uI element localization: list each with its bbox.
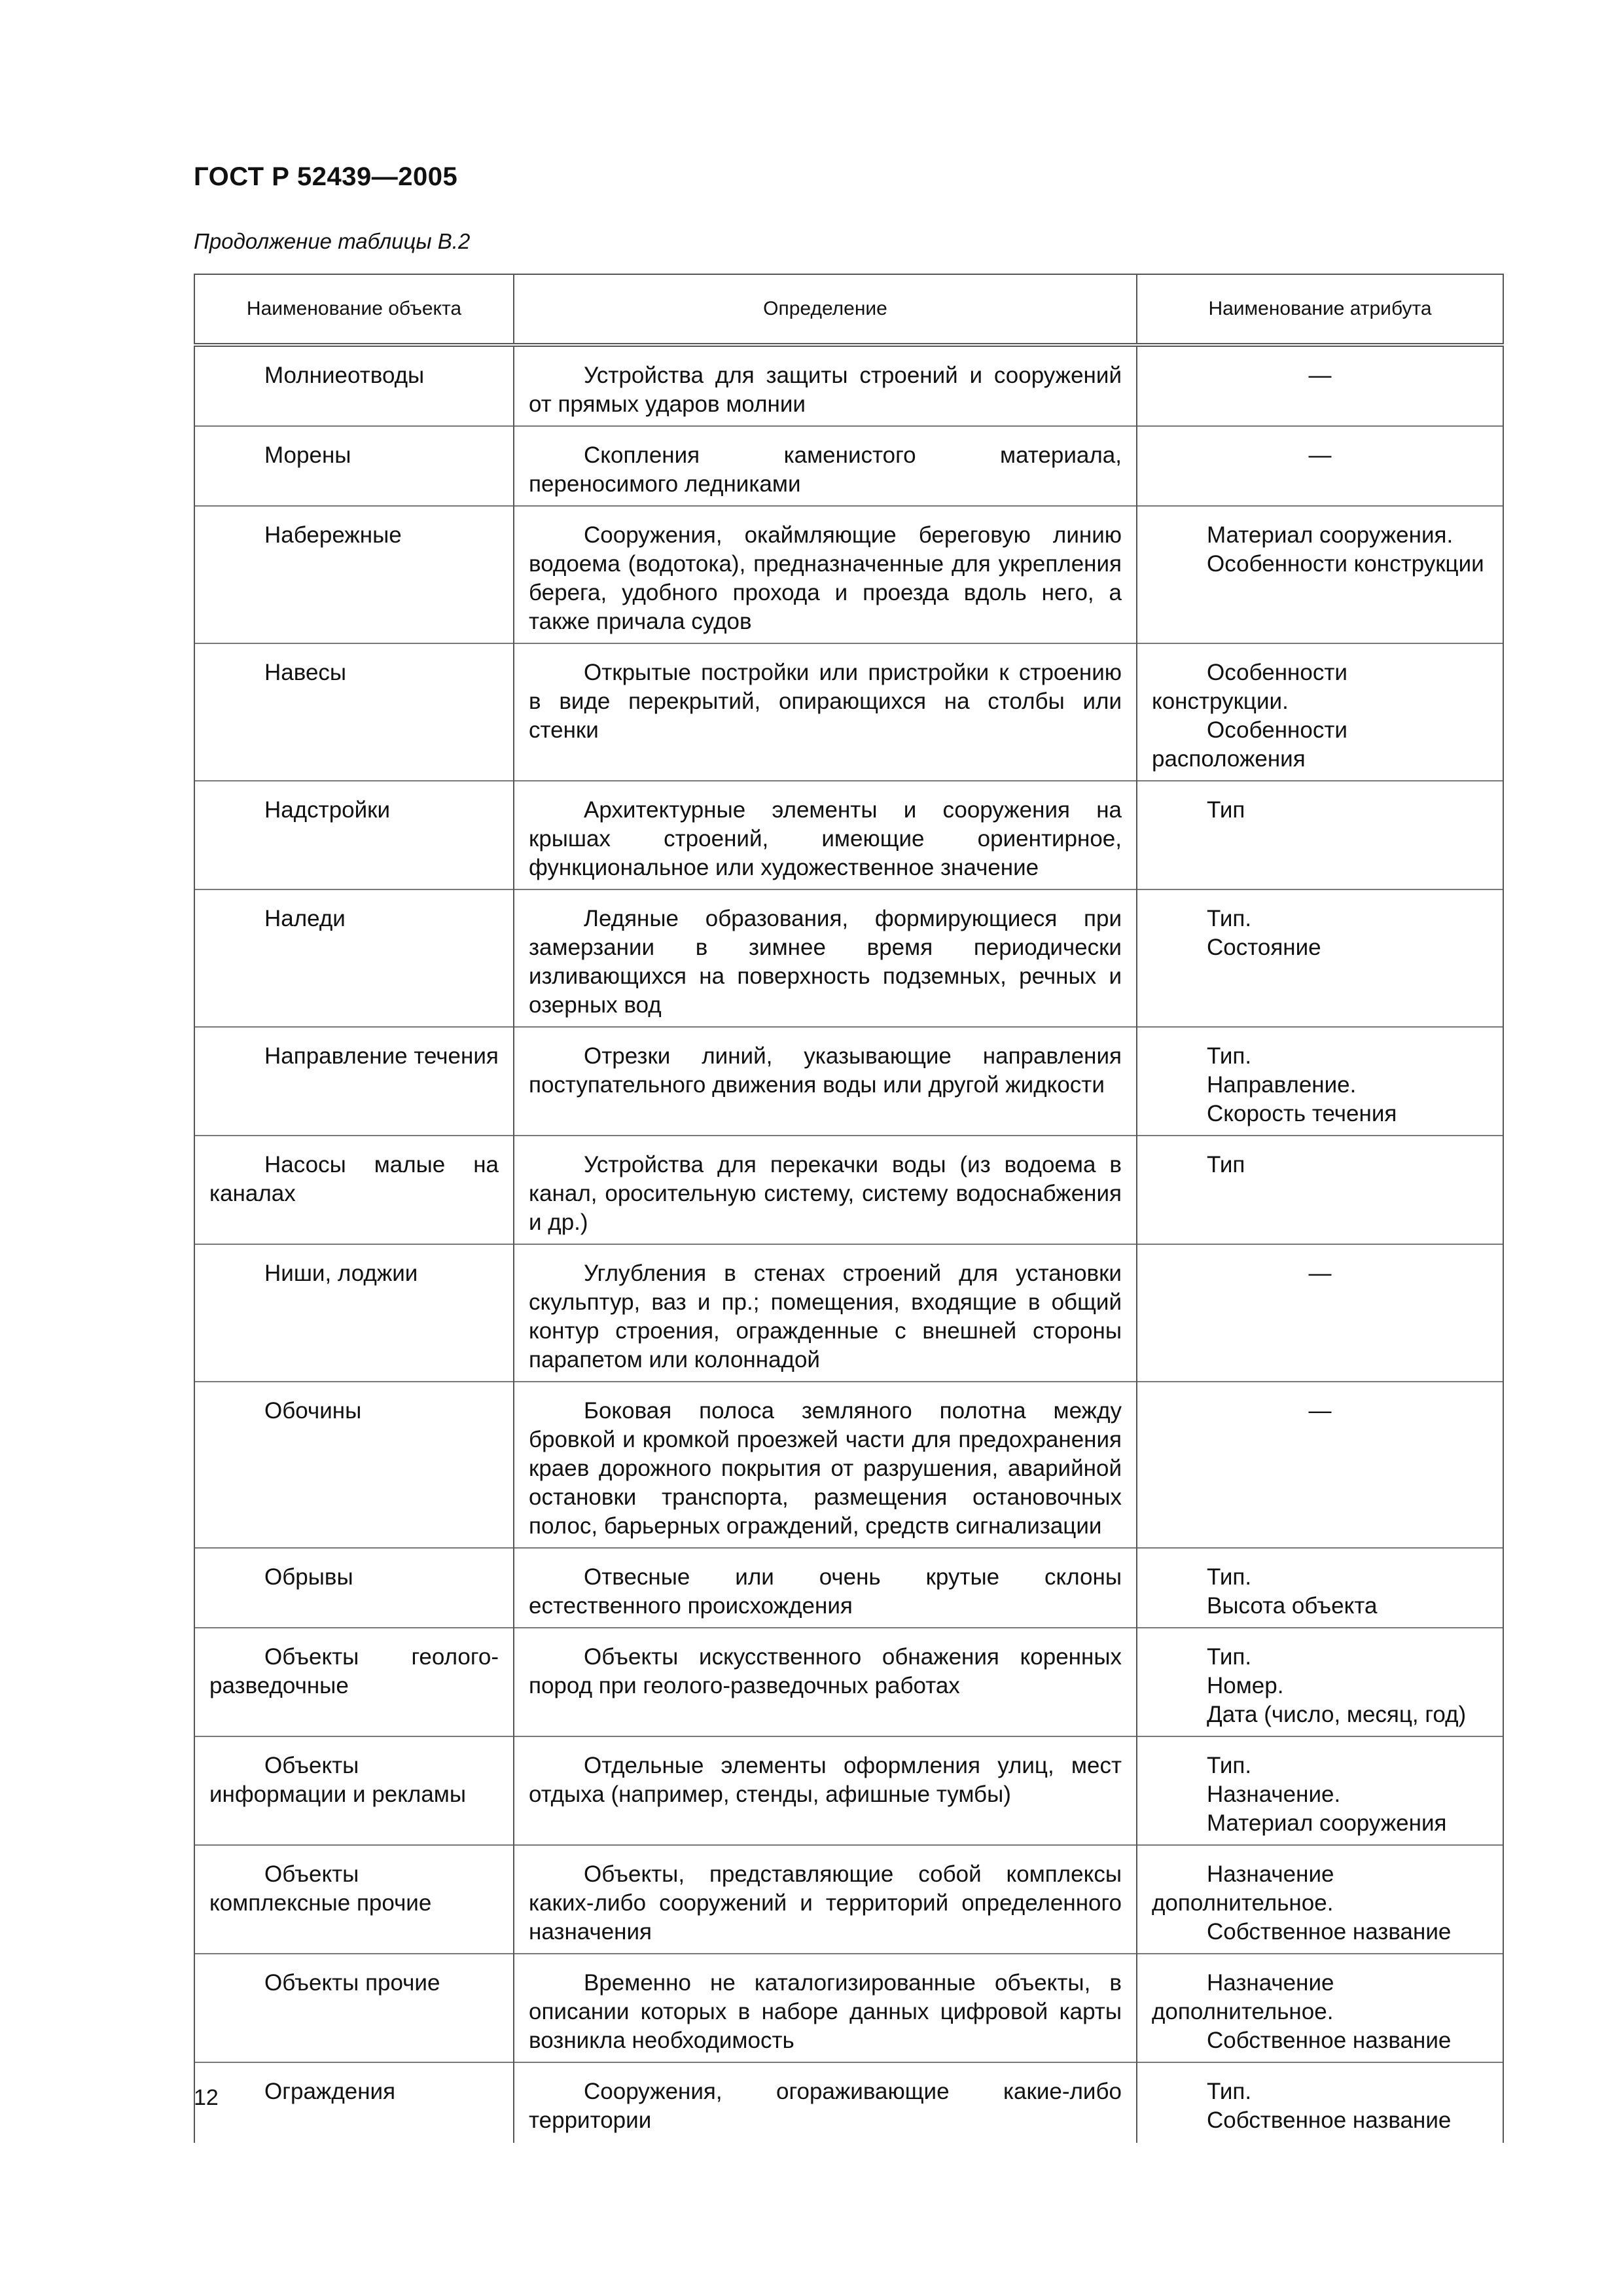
column-header-object-name: Наименование объекта xyxy=(194,274,514,345)
table-row xyxy=(194,1136,1503,1244)
cell-object-name: Обрывы xyxy=(194,1548,514,1628)
attribute-item: Тип. xyxy=(1207,1564,1252,1590)
cell-definition: Объекты искусственного обнажения коренных пород при геолого-разведочных работах xyxy=(514,1628,1137,1736)
cell-definition: Объекты, представляющие собой комплексы каких-либо сооружений и территорий определенного назначения xyxy=(514,1845,1137,1954)
cell-object-name: Обочины xyxy=(194,1382,514,1548)
cell-attributes xyxy=(1137,1027,1503,1136)
attribute-item: Собственное название xyxy=(1207,2028,1452,2053)
attribute-item: Тип. xyxy=(1207,906,1252,931)
attribute-item: Собственное название xyxy=(1207,1919,1452,1945)
attribute-item: Назначение дополнительное. xyxy=(1152,1970,1334,2024)
cell-definition: Скопления каменистого материала, переносимого ледниками xyxy=(514,426,1137,506)
cell-definition: Углубления в стенах строений для установки скульптур, ваз и пр.; помещения, входящие в общий контур строения, огражденные с внешней стороны парапетом или колоннадой xyxy=(514,1244,1137,1382)
column-header-definition: Определение xyxy=(514,274,1137,345)
attribute-item: Тип xyxy=(1207,797,1245,823)
cell-object-name: Ограждения xyxy=(194,2062,514,2143)
attribute-item: Тип. xyxy=(1207,2079,1252,2104)
cell-attributes xyxy=(1137,889,1503,1027)
attribute-item: Тип. xyxy=(1207,1043,1252,1069)
attribute-item: Высота объекта xyxy=(1207,1593,1378,1619)
cell-object-name: Молниеотводы xyxy=(194,345,514,426)
cell-attributes xyxy=(1137,1382,1503,1548)
attribute-item: Особенности расположения xyxy=(1152,717,1347,772)
cell-object-name: Объекты прочие xyxy=(194,1954,514,2062)
table-row xyxy=(194,1628,1503,1736)
attribute-item: Дата (число, месяц, год) xyxy=(1207,1702,1467,1727)
table-row xyxy=(194,781,1503,889)
cell-object-name: Надстройки xyxy=(194,781,514,889)
cell-definition: Архитектурные элементы и сооружения на крышах строений, имеющие ориентирное, функциональное или художественное значение xyxy=(514,781,1137,889)
attribute-item: — xyxy=(1308,442,1332,468)
objects-table xyxy=(194,274,1504,2143)
cell-definition: Открытые постройки или пристройки к строению в виде перекрытий, опирающихся на столбы или стенки xyxy=(514,643,1137,781)
cell-definition: Сооружения, окаймляющие береговую линию водоема (водотока), предназначенные для укрепления берега, удобного прохода и проезда вдоль него, а также причала судов xyxy=(514,506,1137,643)
table-row xyxy=(194,506,1503,643)
cell-attributes xyxy=(1137,1548,1503,1628)
cell-definition: Сооружения, огораживающие какие-либо территории xyxy=(514,2062,1137,2143)
attribute-item: Тип xyxy=(1207,1152,1245,1177)
cell-attributes xyxy=(1137,345,1503,426)
cell-attributes xyxy=(1137,426,1503,506)
cell-object-name: Навесы xyxy=(194,643,514,781)
table-row xyxy=(194,1382,1503,1548)
table-row xyxy=(194,1954,1503,2062)
table-row xyxy=(194,426,1503,506)
attribute-item: Номер. xyxy=(1207,1673,1284,1698)
attribute-item: Назначение. xyxy=(1207,1782,1341,1807)
attribute-item: Направление. xyxy=(1207,1072,1357,1098)
attribute-item: Тип. xyxy=(1207,1644,1252,1670)
cell-definition: Устройства для перекачки воды (из водоема в канал, оросительную систему, систему водоснабжения и др.) xyxy=(514,1136,1137,1244)
page-number: 12 xyxy=(194,2085,219,2110)
cell-attributes xyxy=(1137,1736,1503,1845)
table-row xyxy=(194,1845,1503,1954)
attribute-item: Особенности конструкции xyxy=(1207,551,1484,577)
cell-attributes xyxy=(1137,1845,1503,1954)
cell-attributes xyxy=(1137,1954,1503,2062)
cell-definition: Ледяные образования, формирующиеся при замерзании в зимнее время периодически изливающихся на поверхность подземных, речных и озерных вод xyxy=(514,889,1137,1027)
cell-definition: Отвесные или очень крутые склоны естественного происхождения xyxy=(514,1548,1137,1628)
attribute-item: Состояние xyxy=(1207,935,1321,960)
cell-object-name: Наледи xyxy=(194,889,514,1027)
cell-object-name: Объекты комплексные прочие xyxy=(194,1845,514,1954)
table-row xyxy=(194,1548,1503,1628)
table-row xyxy=(194,889,1503,1027)
table-header-row xyxy=(194,274,1503,345)
cell-object-name: Ниши, лоджии xyxy=(194,1244,514,1382)
cell-definition: Временно не каталогизированные объекты, в описании которых в наборе данных цифровой карты возникла необходимость xyxy=(514,1954,1137,2062)
cell-definition: Отрезки линий, указывающие направления поступательного движения воды или другой жидкости xyxy=(514,1027,1137,1136)
cell-attributes xyxy=(1137,2062,1503,2143)
document-title: ГОСТ Р 52439—2005 xyxy=(194,162,458,191)
attribute-item: Скорость течения xyxy=(1207,1101,1397,1126)
cell-attributes xyxy=(1137,781,1503,889)
table-row xyxy=(194,345,1503,426)
table-row xyxy=(194,643,1503,781)
cell-object-name: Насосы малые на каналах xyxy=(194,1136,514,1244)
attribute-item: Материал сооружения. xyxy=(1207,522,1454,548)
attribute-item: Назначение дополнительное. xyxy=(1152,1861,1334,1916)
cell-object-name: Объекты геолого-разведочные xyxy=(194,1628,514,1736)
attribute-item: — xyxy=(1308,1261,1332,1286)
table-row xyxy=(194,2062,1503,2143)
cell-attributes xyxy=(1137,506,1503,643)
cell-attributes xyxy=(1137,1628,1503,1736)
cell-attributes xyxy=(1137,1244,1503,1382)
attribute-item: Собственное название xyxy=(1207,2108,1452,2133)
table-body xyxy=(194,345,1503,2143)
attribute-item: — xyxy=(1308,1398,1332,1424)
attribute-item: — xyxy=(1308,363,1332,388)
table-row xyxy=(194,1736,1503,1845)
cell-object-name: Направление течения xyxy=(194,1027,514,1136)
table-row xyxy=(194,1027,1503,1136)
cell-object-name: Объекты информации и рекламы xyxy=(194,1736,514,1845)
cell-object-name: Морены xyxy=(194,426,514,506)
attribute-item: Материал сооружения xyxy=(1207,1810,1447,1836)
cell-definition: Устройства для защиты строений и сооружений от прямых ударов молнии xyxy=(514,345,1137,426)
cell-object-name: Набережные xyxy=(194,506,514,643)
cell-attributes xyxy=(1137,643,1503,781)
attribute-item: Тип. xyxy=(1207,1753,1252,1778)
cell-definition: Отдельные элементы оформления улиц, мест отдыха (например, стенды, афишные тумбы) xyxy=(514,1736,1137,1845)
cell-definition: Боковая полоса земляного полотна между бровкой и кромкой проезжей части для предохранения краев дорожного покрытия от разрушения, аварийной остановки транспорта, размещения остановочных полос, барьерных ограждений, средств сигнализации xyxy=(514,1382,1137,1548)
table-row xyxy=(194,1244,1503,1382)
table-continuation-caption: Продолжение таблицы В.2 xyxy=(194,229,471,253)
cell-attributes xyxy=(1137,1136,1503,1244)
attribute-item: Особенности конструкции. xyxy=(1152,660,1347,714)
column-header-attribute-name: Наименование атрибута xyxy=(1137,274,1503,345)
